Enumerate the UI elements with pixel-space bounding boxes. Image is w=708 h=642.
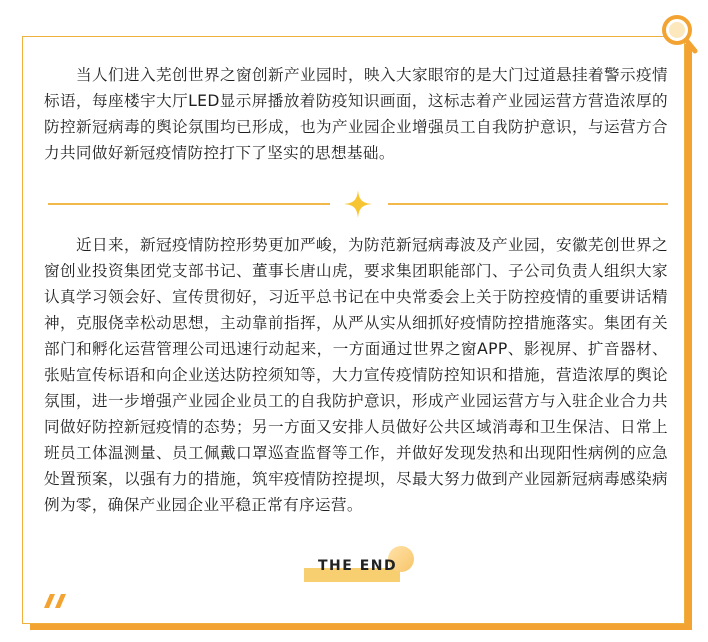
frame-shadow-bottom xyxy=(30,624,692,630)
section-divider xyxy=(48,190,668,218)
article-paragraph-1 xyxy=(44,62,668,166)
paragraph-1-text: 当人们进入芜创世界之窗创新产业园时，映入大家眼帘的是大门过道悬挂着警示疫情标语，每座楼宇大厅LED显示屏播放着防疫知识画面，这标志着产业园运营方营造浓厚的防控新冠病毒的舆论氛围均已形成，也为产业园企业增强员工自我防护意识，与运营方合力共同做好新冠疫情防控打下了坚实的思想基础。 xyxy=(44,66,668,162)
divider-line-left xyxy=(48,203,330,205)
article-paragraph-2 xyxy=(44,232,668,518)
the-end-badge xyxy=(304,546,416,586)
magnifier-icon xyxy=(660,12,700,56)
end-label: THE END xyxy=(318,558,398,574)
paragraph-2-text: 近日来，新冠疫情防控形势更加严峻，为防范新冠病毒波及产业园，安徽芜创世界之窗创业投资集团党支部书记、董事长唐山虎，要求集团职能部门、子公司负责人组织大家认真学习领会好、宣传贯彻好，习近平总书记在中央常委会上关于防控疫情的重要讲话精神，克服侥幸松动思想，主动靠前指挥，从严从实从细抓好疫情防控措施落实。集团有关部门和孵化运营管理公司迅速行动起来，一方面通过世界之窗APP、影视屏、扩音器材、张贴宣传标语和向企业送达防控须知等，大力宣传疫情防控知识和措施，营造浓厚的舆论氛围，进一步增强产业园企业员工的自我防护意识，形成产业园运营方与入驻企业合力共同做好防控新冠疫情的态势；另一方面又安排人员做好公共区域消毒和卫生保洁、日常上班员工体温测量、员工佩戴口罩巡查监督等工作，并做好发现发热和出现阳性病例的应急处置预案，以强有力的措施，筑牢疫情防控提坝，尽最大努力做到产业园新冠病毒感染病例为零，确保产业园企业平稳正常有序运营。 xyxy=(44,236,668,514)
sparkle-star-icon xyxy=(340,190,376,218)
divider-line-right xyxy=(388,203,668,205)
frame-shadow-right xyxy=(685,44,692,628)
quote-mark-icon xyxy=(44,594,68,608)
